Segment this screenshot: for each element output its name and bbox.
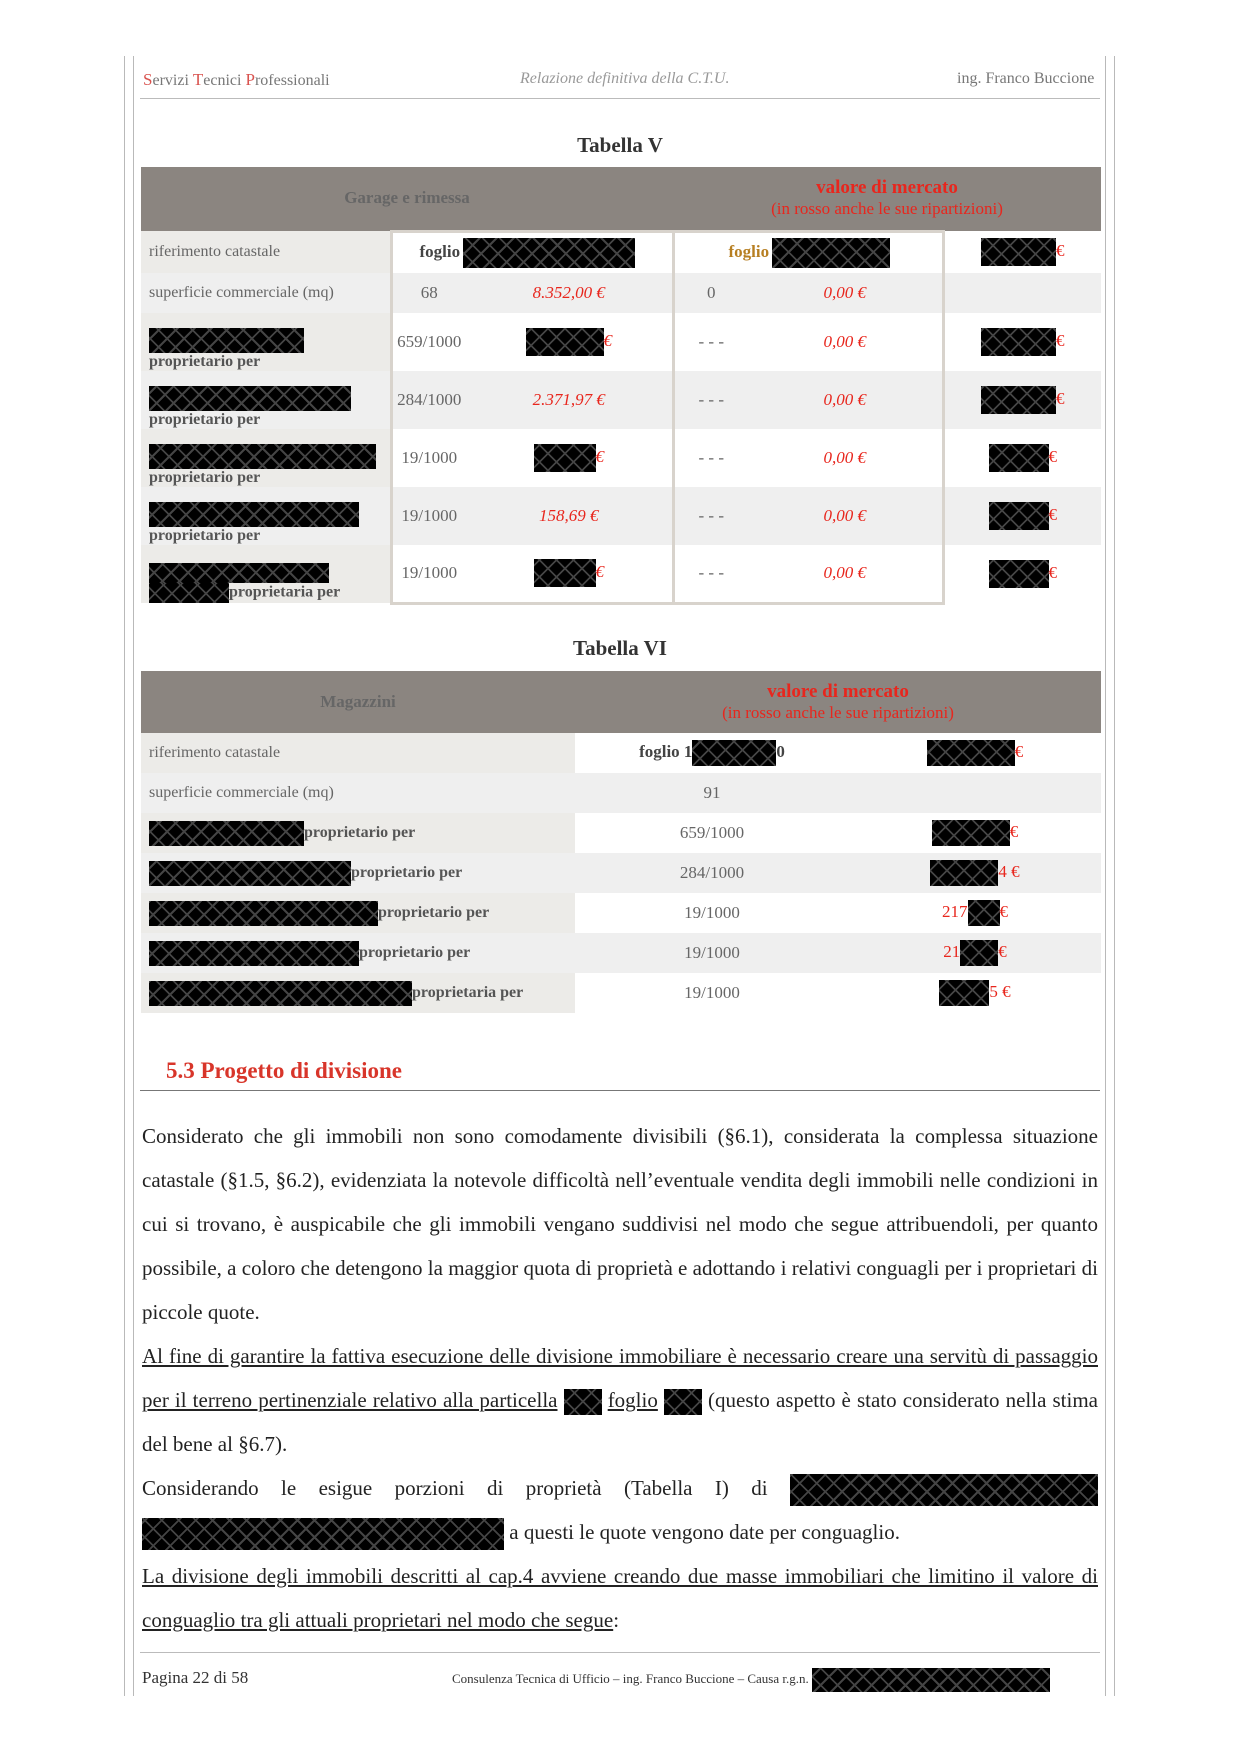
paragraph-1: Considerato che gli immobili non sono comodamente divisibili (§6.1), considerata la complessa situazione catastale (§1.5, §6.2), evidenziata la notevole difficoltà nell’eventuale vendita degli immobili nelle condizioni in cui si trovano, è auspicabile che gli immobili vengano suddivisi nel modo che segue attribuendoli, per quanto possibile, a coloro che detengono la maggior quota di proprietà e adottando i relativi conguagli per i proprietari di piccole quote.: [142, 1124, 1098, 1324]
table5-head-value: valore di mercato (in rosso anche le sue ripartizioni): [673, 167, 1101, 231]
table-row: proprietario per 659/1000 € - - - 0,00 € €: [141, 313, 1101, 371]
table-row: proprietario per 19/1000 158,69 € - - - 0,00 € €: [141, 487, 1101, 545]
table-row: riferimento catastale foglio 1 0 €: [141, 733, 1101, 773]
header-left: Servizi Tecnici Professionali: [143, 70, 330, 89]
table5-head-left: Garage e rimessa: [141, 167, 673, 231]
table6-head-value: valore di mercato (in rosso anche le sue ripartizioni): [575, 671, 1101, 733]
table-row: proprietario per 19/1000 217 €: [141, 893, 1101, 933]
section-rule: [140, 1090, 1100, 1091]
table6-title: Tabella VI: [573, 636, 667, 660]
header-rule: [140, 98, 1100, 99]
table6: [141, 671, 1101, 1013]
table-row: superficie commerciale (mq) 91: [141, 773, 1101, 813]
table-row: proprietario per 19/1000 21 €: [141, 933, 1101, 973]
section-title: 5.3 Progetto di divisione: [166, 1058, 402, 1083]
page-frame-left: [124, 56, 134, 1696]
table-row: proprietario per 284/1000 4 €: [141, 853, 1101, 893]
paragraph-4: La divisione degli immobili descritti al cap.4 avviene creando due masse immobiliari che limitino il valore di conguaglio tra gli attuali proprietari nel modo che segue:: [142, 1564, 1098, 1632]
table6-head-left: Magazzini: [141, 671, 575, 733]
table5-title: Tabella V: [577, 133, 663, 157]
footer-text: Consulenza Tecnica di Ufficio – ing. Franco Buccione – Causa r.g.n.: [452, 1668, 1050, 1692]
table-row: superficie commerciale (mq) 68 8.352,00 € 0 0,00 €: [141, 273, 1101, 313]
table-row: proprietaria per 19/1000 € - - - 0,00 € €: [141, 545, 1101, 603]
table-row: riferimento catastale foglio foglio €: [141, 231, 1101, 273]
header-center: Relazione definitiva della C.T.U.: [520, 70, 730, 87]
paragraph-3: Considerando le esigue porzioni di proprietà (Tabella I) di a questi le quote vengono date per conguaglio.: [142, 1466, 1098, 1554]
page-frame-right: [1105, 56, 1115, 1696]
table-row: proprietaria per 19/1000 5 €: [141, 973, 1101, 1013]
footer-page-number: Pagina 22 di 58: [142, 1668, 249, 1687]
header-right: ing. Franco Buccione: [957, 70, 1095, 87]
table-row: proprietario per 659/1000 €: [141, 813, 1101, 853]
table5: [141, 167, 1101, 605]
table-row: proprietario per 19/1000 € - - - 0,00 € €: [141, 429, 1101, 487]
footer-rule: [140, 1652, 1100, 1653]
table-row: proprietario per 284/1000 2.371,97 € - - - 0,00 € €: [141, 371, 1101, 429]
paragraph-2: Al fine di garantire la fattiva esecuzione delle divisione immobiliare è necessario creare una servitù di passaggio per il terreno pertinenziale relativo alla particella foglio (questo aspetto è stato considerato nella stima del bene al §6.7).: [142, 1344, 1098, 1456]
